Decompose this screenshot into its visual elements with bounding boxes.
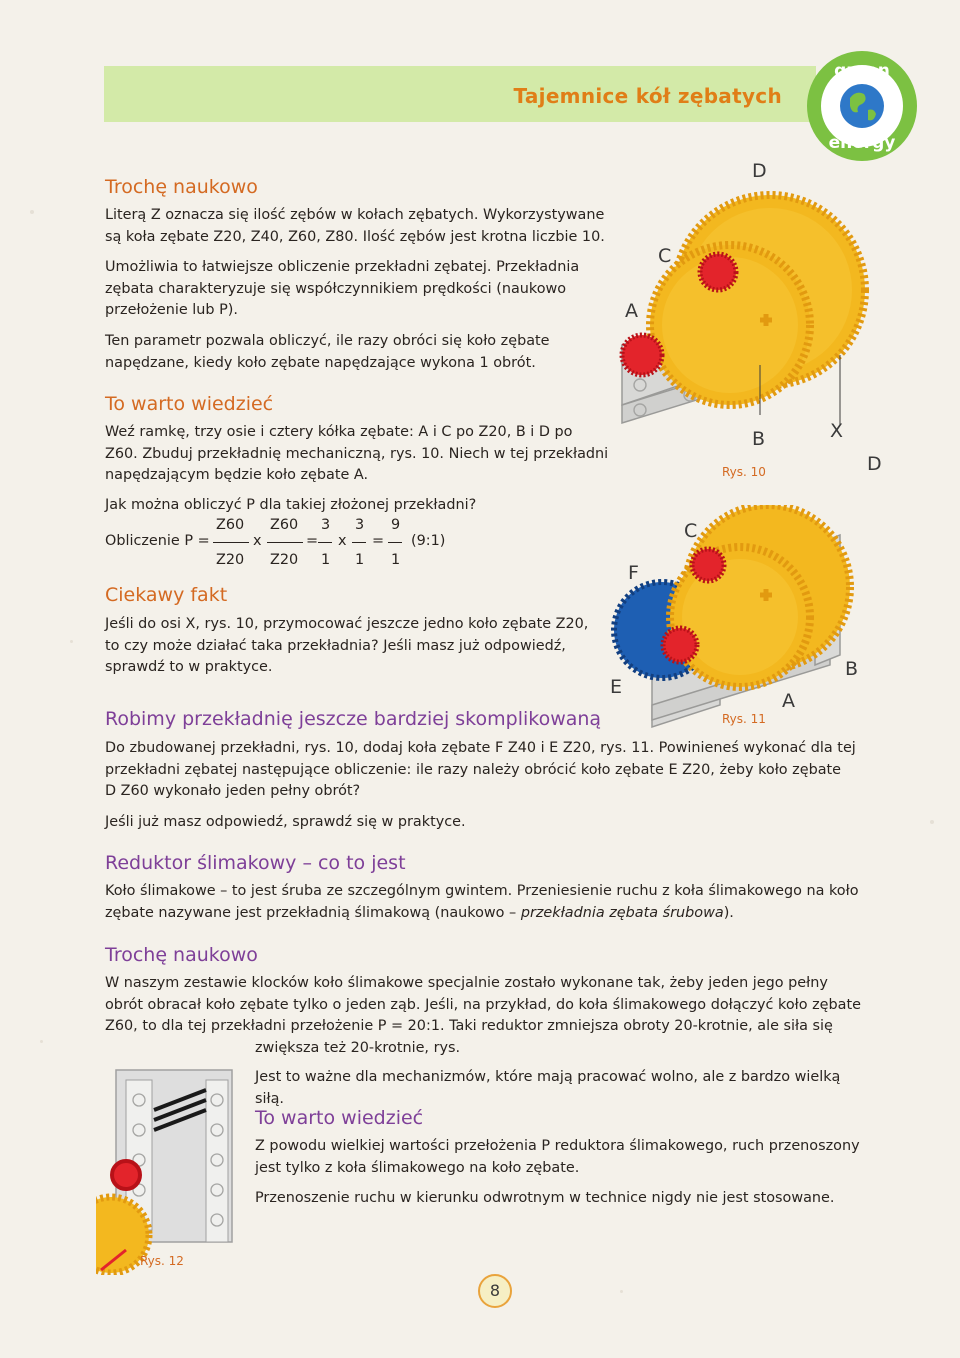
fig10-caption: Rys. 10 <box>722 465 766 479</box>
intro-paragraph <box>105 205 615 248</box>
parameter-paragraph <box>105 331 615 374</box>
formula-equals: = <box>372 533 385 549</box>
text-line: Umożliwia to łatwiejsze obliczenie przekładni zębatej. Przekładnia <box>105 259 580 275</box>
text-line: napędzane, kiedy koło zębate napędzające wykona 1 obrót. <box>105 354 536 371</box>
text-line: Ten parametr pozwala obliczyć, ile razy obróci się koło zębate <box>105 333 550 349</box>
figure-rys-12 <box>96 1050 241 1275</box>
formula-denominator: Z20 <box>270 552 299 568</box>
green-energy-logo <box>806 50 918 162</box>
fig11-label-b: B <box>845 658 859 680</box>
text-line: przełożenie lub P). <box>105 302 239 318</box>
formula-numerator: Z60 <box>270 517 299 533</box>
formula-numerator: 9 <box>391 517 401 533</box>
text-line: to czy może działać taka przekładnia? Jeśli masz już odpowiedź, <box>105 637 566 654</box>
logo-text-green: green <box>834 61 890 81</box>
reverse-motion-line: Przenoszenie ruchu w kierunku odwrotnym w technice nigdy nie jest stosowane. <box>255 1190 835 1206</box>
page-header-title: Tajemnice kół zębatych <box>513 84 782 108</box>
text-line: sprawdź to w praktyce. <box>105 659 273 675</box>
text-line: Z60. Zbuduj przekładnię mechaniczną, rys. 10. Niech w tej przekładni <box>105 445 609 462</box>
fig11-label-f: F <box>628 562 639 584</box>
fig10-label-a: A <box>625 300 638 322</box>
fig10-label-b: B <box>752 428 766 450</box>
importance-line: Jest to ważne dla mechanizmów, które mają pracować wolno, ale z bardzo wielką siłą. <box>255 1069 841 1107</box>
globe-icon <box>840 84 884 128</box>
text-line: są koła zębate Z20, Z40, Z60, Z80. Ilość zębów jest krotna liczbie 10. <box>105 228 605 245</box>
gear-red <box>112 1161 140 1189</box>
formula-denominator: 1 <box>391 552 401 568</box>
formula-numerator: 3 <box>321 517 331 533</box>
fig10-label-d-top: D <box>752 160 767 182</box>
fraction-bar <box>318 542 332 543</box>
logo-text-energy: energy <box>828 133 896 153</box>
fig10-label-d-side: D <box>867 453 882 475</box>
gear-e-red <box>663 628 697 662</box>
text-line: Z powodu wielkiej wartości przełożenia P reduktora ślimakowego, ruch przenoszony <box>255 1138 860 1154</box>
fig10-label-x: X <box>830 420 844 442</box>
text-line: Do zbudowanej przekładni, rys. 10, dodaj koła zębate F Z40 i E Z20, rys. 11. Powinieneś wykonać dla tej <box>105 740 856 756</box>
fig11-label-c: C <box>684 520 698 542</box>
formula-denominator: Z20 <box>216 552 245 568</box>
gear-a-red <box>622 335 662 375</box>
text-line: jest tylko z koła ślimakowego na koło zębate. <box>255 1159 580 1176</box>
text-line: Koło ślimakowe – to jest śruba ze szczególnym gwintem. Przeniesienie ruchu z koła ślimakowego na koło <box>105 883 859 899</box>
fig10-label-c: C <box>658 245 672 267</box>
formula-prefix: Obliczenie P = <box>105 533 210 549</box>
page-number: 8 <box>478 1274 512 1308</box>
text-span: zębate nazywane jest przekładnią ślimakową (naukowo – <box>105 904 521 921</box>
worm-gear-explanation <box>105 973 865 1059</box>
text-span: ). <box>723 904 734 921</box>
formula-result: (9:1) <box>411 533 446 549</box>
fraction-bar <box>213 542 249 543</box>
worm-gear-direction-paragraph <box>255 1136 865 1179</box>
check-answer-line: Jeśli już masz odpowiedź, sprawdź się w praktyce. <box>105 814 466 830</box>
complex-gear-paragraph <box>105 738 865 803</box>
fig11-label-a: A <box>782 690 795 712</box>
paper-speck <box>70 640 73 643</box>
section-title-ciekawy-fakt: Ciekawy fakt <box>105 584 228 606</box>
section-title-to-warto-wiedziec: To warto wiedzieć <box>105 393 274 415</box>
text-line: napędzającym będzie koło zębate A. <box>105 467 369 483</box>
figure-rys-11 <box>600 505 920 730</box>
fig11-caption: Rys. 11 <box>722 712 766 726</box>
section-title-troche-naukowo-2: Trochę naukowo <box>105 944 258 966</box>
formula-denominator: 1 <box>355 552 365 568</box>
section-title-reduktor-slimakowy: Reduktor ślimakowy – co to jest <box>105 852 406 874</box>
gear-c-red <box>692 549 724 581</box>
paper-speck <box>620 1290 623 1293</box>
question-line: Jak można obliczyć P dla takiej złożonej przekładni? <box>105 497 477 513</box>
formula-times: x <box>253 533 262 549</box>
formula-times: x <box>338 533 347 549</box>
paper-speck <box>930 820 934 824</box>
gear-c-red <box>700 254 736 290</box>
figure-rys-10 <box>600 160 920 490</box>
text-line: W naszym zestawie klocków koło ślimakowe specjalnie zostało wykonane tak, żeby jeden jego pełny <box>105 975 828 991</box>
text-line: Z60, to dla tej przekładni przełożenie P = 20:1. Taki reduktor zmniejsza obroty 20-krotnie, ale siła się <box>105 1018 833 1034</box>
formula-numerator: 3 <box>355 517 365 533</box>
formula-numerator: Z60 <box>216 517 245 533</box>
fact-paragraph <box>105 614 625 679</box>
fig11-label-e: E <box>610 676 623 698</box>
text-line: Literą Z oznacza się ilość zębów w kołach zębatych. Wykorzystywane <box>105 207 605 223</box>
text-line: D Z60 wykonało jeden pełny obrót? <box>105 783 361 799</box>
text-line: Weź ramkę, trzy osie i cztery kółka zębate: A i C po Z20, B i D po <box>105 424 573 440</box>
build-instructions-paragraph <box>105 422 615 487</box>
text-line: zębata charakteryzuje się współczynnikiem prędkości (naukowo <box>105 280 567 297</box>
paper-speck <box>30 210 34 214</box>
text-line: Jeśli do osi X, rys. 10, przymocować jeszcze jedno koło zębate Z20, <box>105 616 589 632</box>
formula-equals: = <box>306 533 319 549</box>
paper-speck <box>40 1040 43 1043</box>
italic-term: przekładnia zębata śrubowa <box>520 904 724 921</box>
ratio-paragraph <box>105 257 615 322</box>
text-line: zwiększa też 20-krotnie, rys. <box>255 1039 461 1056</box>
text-line <box>105 903 865 925</box>
text-line: obrót obracał koło zębate tylko o jeden ząb. Jeśli, na przykład, do koła ślimakowego dołączyć koło zębate <box>105 996 861 1013</box>
fraction-bar <box>267 542 303 543</box>
text-line: przekładni zębatej następujące obliczenie: ile razy należy obrócić koło zębate E Z20, żeby koło zębate <box>105 761 842 778</box>
section-title-to-warto-wiedziec-2: To warto wiedzieć <box>255 1107 424 1129</box>
fraction-bar <box>388 542 402 543</box>
fraction-bar <box>352 542 366 543</box>
worm-gear-definition <box>105 881 865 924</box>
formula-denominator: 1 <box>321 552 331 568</box>
fig12-caption: Rys. 12 <box>140 1254 184 1268</box>
section-title-robimy-przekladnie: Robimy przekładnię jeszcze bardziej skomplikowaną <box>105 708 602 730</box>
section-title-trochę-naukowo: Trochę naukowo <box>105 176 258 198</box>
